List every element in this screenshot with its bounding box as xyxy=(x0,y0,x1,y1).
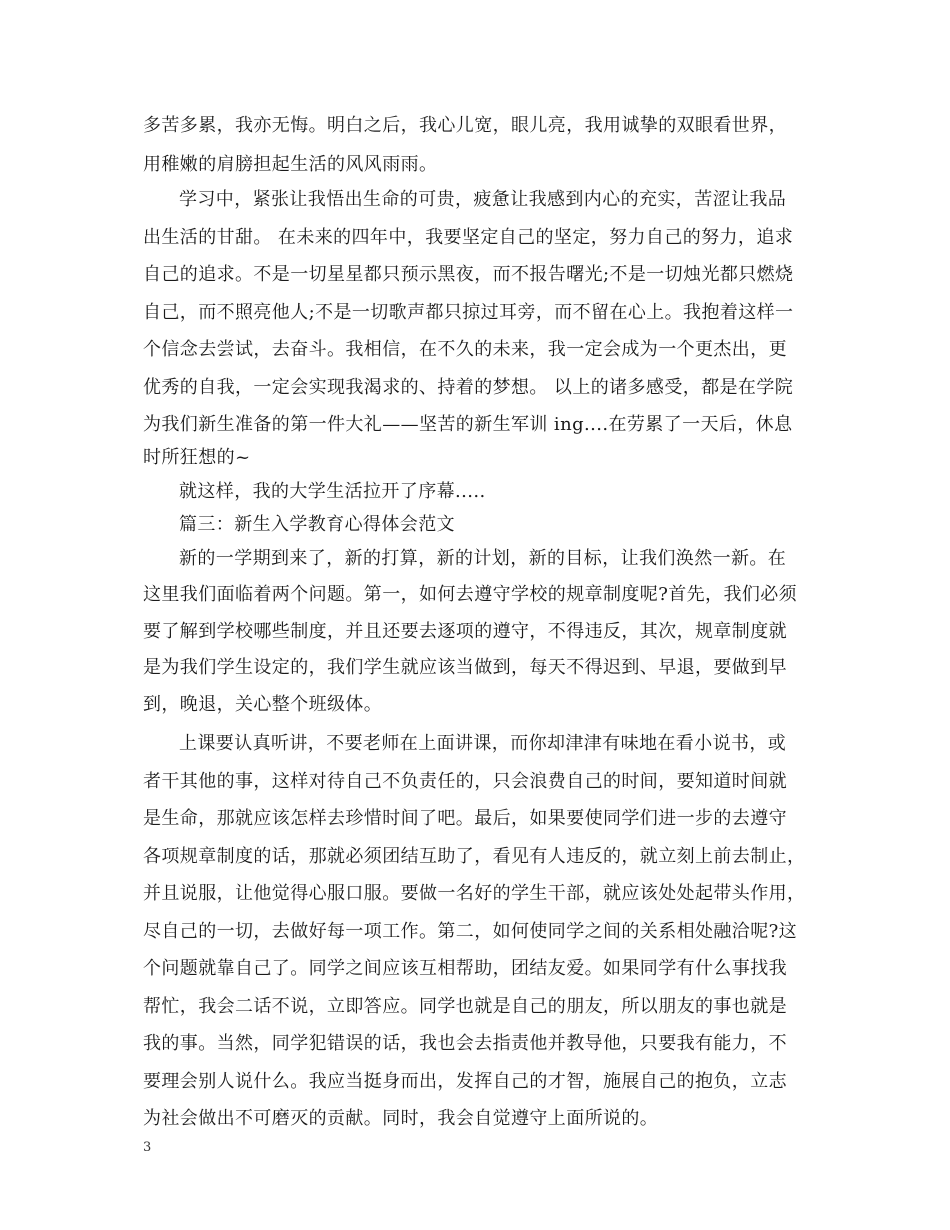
text-line: 多苦多累，我亦无悔。明白之后，我心儿宽，眼儿亮，我用诚挚的双眼看世界， xyxy=(143,115,787,136)
text-line: 个信念去尝试，去奋斗。我相信，在不久的未来，我一定会成为一个更杰出，更 xyxy=(143,339,787,360)
text-line: 时所狂想的~ xyxy=(143,447,251,468)
text-line: 帮忙，我会二话不说，立即答应。同学也就是自己的朋友，所以朋友的事也就是 xyxy=(143,996,787,1017)
text-line: 这里我们面临着两个问题。第一，如何去遵守学校的规章制度呢?首先，我们必须 xyxy=(143,584,798,605)
paragraph-start-line: 上课要认真听讲，不要老师在上面讲课，而你却津津有味地在看小说书，或 xyxy=(179,733,787,754)
page-number: 3 xyxy=(143,1140,152,1155)
text-line: 者干其他的事，这样对待自己不负责任的，只会浪费自己的时间，要知道时间就 xyxy=(143,771,787,792)
text-line: 要理会别人说什么。我应当挺身而出，发挥自己的才智，施展自己的抱负，立志 xyxy=(143,1071,787,1092)
text-line: 为社会做出不可磨灭的贡献。同时，我会自觉遵守上面所说的。 xyxy=(143,1108,659,1129)
text-line: 为我们新生准备的第一件大礼——坚苦的新生军训 ing....在劳累了一天后，休息 xyxy=(143,414,793,435)
text-line: 用稚嫩的肩膀担起生活的风风雨雨。 xyxy=(143,154,438,175)
text-line: 到，晚退，关心整个班级体。 xyxy=(143,694,383,715)
text-line: 优秀的自我，一定会实现我渴求的、持着的梦想。 以上的诸多感受，都是在学院 xyxy=(143,377,794,398)
text-line: 自己，而不照亮他人;不是一切歌声都只掠过耳旁，而不留在心上。我抱着这样一 xyxy=(143,302,794,323)
text-line: 个问题就靠自己了。同学之间应该互相帮助，团结友爱。如果同学有什么事找我 xyxy=(143,958,787,979)
text-line: 自己的追求。不是一切星星都只预示黑夜，而不报告曙光;不是一切烛光都只燃烧 xyxy=(143,264,794,285)
section-heading: 篇三：新生入学教育心得体会范文 xyxy=(179,514,455,535)
text-line: 并且说服，让他觉得心服口服。要做一名好的学生干部，就应该处处起带头作用， xyxy=(143,883,806,904)
text-line: 各项规章制度的话，那就必须团结互助了，看见有人违反的，就立刻上前去制止， xyxy=(143,846,806,867)
paragraph-start-line: 新的一学期到来了，新的打算，新的计划，新的目标，让我们涣然一新。在 xyxy=(179,548,787,569)
text-line: 我的事。当然，同学犯错误的话，我也会去指责他并教导他，只要我有能力，不 xyxy=(143,1033,787,1054)
text-line: 要了解到学校哪些制度，并且还要去逐项的遵守，不得违反，其次，规章制度就 xyxy=(143,621,787,642)
text-line: 尽自己的一切，去做好每一项工作。第二，如何使同学之间的关系相处融洽呢?这 xyxy=(143,921,798,942)
paragraph-start-line: 学习中，紧张让我悟出生命的可贵，疲惫让我感到内心的充实，苦涩让我品 xyxy=(179,189,787,210)
paragraph-start-line: 就这样，我的大学生活拉开了序幕..... xyxy=(179,481,486,502)
text-line: 是生命，那就应该怎样去珍惜时间了吧。最后，如果要使同学们进一步的去遵守 xyxy=(143,808,787,829)
text-line: 是为我们学生设定的，我们学生就应该当做到，每天不得迟到、早退，要做到早 xyxy=(143,657,787,678)
text-line: 出生活的甘甜。 在未来的四年中，我要坚定自己的坚定，努力自己的努力，追求 xyxy=(143,227,794,248)
